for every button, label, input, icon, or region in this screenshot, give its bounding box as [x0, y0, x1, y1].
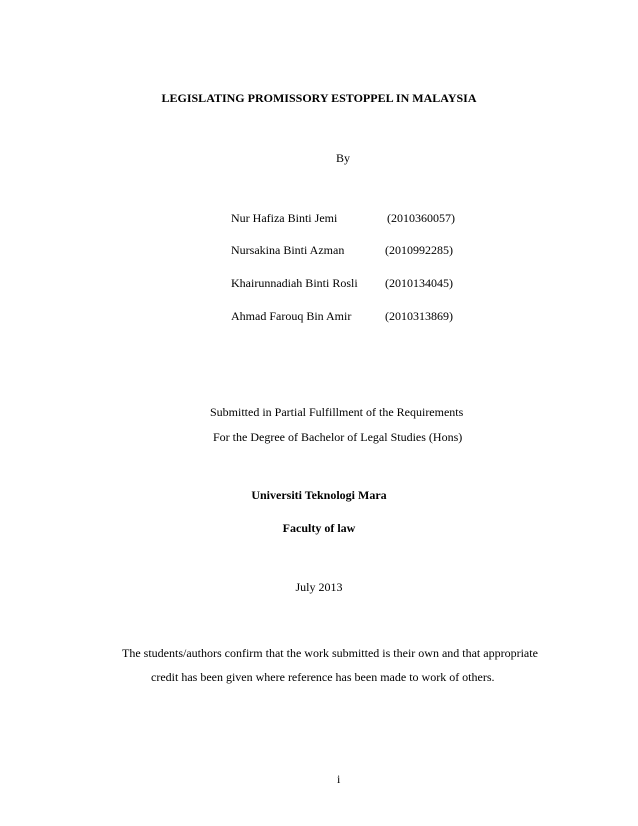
author-name: Ahmad Farouq Bin Amir	[231, 309, 352, 323]
author-student-id: (2010992285)	[385, 243, 453, 257]
university-name: Universiti Teknologi Mara	[251, 488, 387, 502]
declaration-line: The students/authors confirm that the work submitted is their own and that appropriate	[122, 646, 538, 660]
document-title: LEGISLATING PROMISSORY ESTOPPEL IN MALAYSIA	[161, 91, 477, 105]
page-number: i	[337, 772, 341, 786]
submission-statement-line: Submitted in Partial Fulfillment of the Requirements	[210, 405, 464, 419]
author-student-id: (2010360057)	[387, 211, 455, 225]
author-student-id: (2010134045)	[385, 276, 453, 290]
by-label: By	[336, 151, 351, 165]
author-name: Khairunnadiah Binti Rosli	[231, 276, 358, 290]
author-name: Nursakina Binti Azman	[231, 243, 345, 257]
author-student-id: (2010313869)	[385, 309, 453, 323]
declaration-line: credit has been given where reference has been made to work of others.	[151, 670, 495, 684]
author-name: Nur Hafiza Binti Jemi	[231, 211, 338, 225]
degree-statement-line: For the Degree of Bachelor of Legal Studies (Hons)	[213, 430, 463, 444]
faculty-name: Faculty of law	[282, 521, 356, 535]
submission-date: July 2013	[295, 580, 343, 594]
